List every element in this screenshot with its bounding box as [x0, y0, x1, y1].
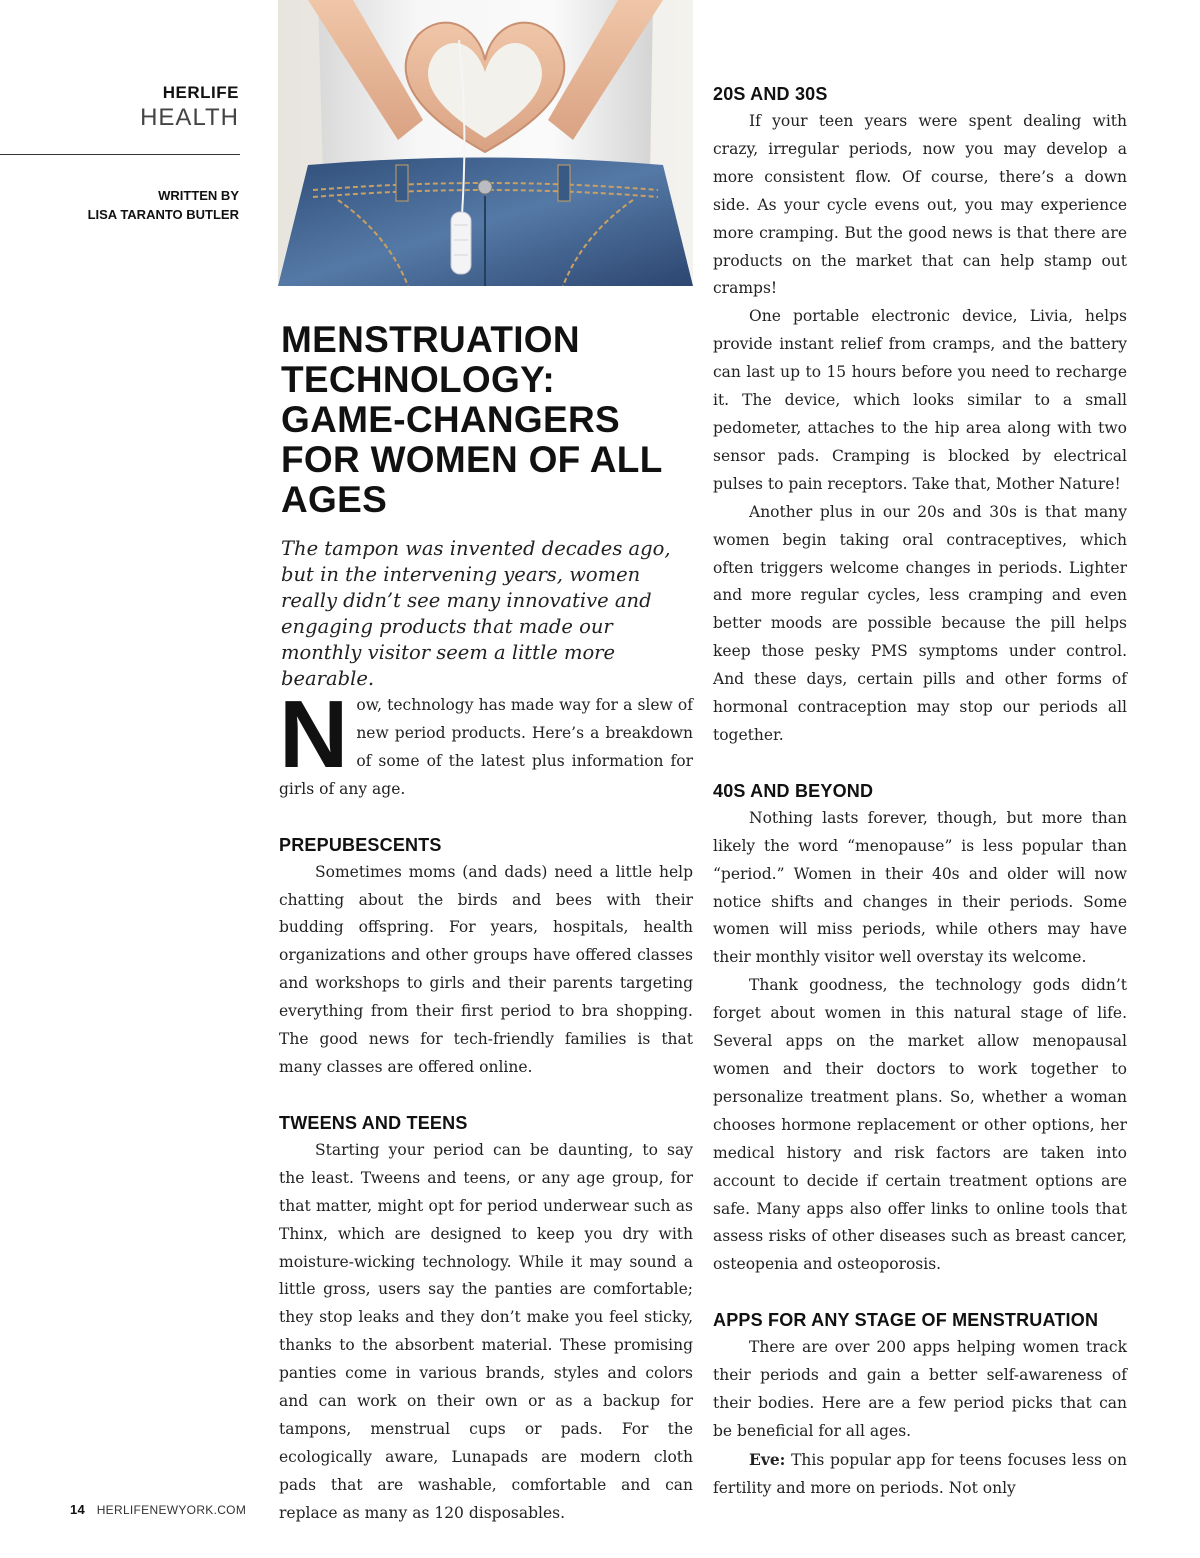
apps-paragraph-eve: [713, 1446, 1127, 1503]
page-footer: [70, 1502, 246, 1517]
tweens-paragraph: Starting your period can be daunting, to say the least. Tweens and teens, or any age group, for that matter, might opt for period underwear such as Thinx, which are designed to keep you dry with moisture-wicking technology. While it may sound a little gross, users say the panties are comfortable; they stop leaks and they don’t make you feel sticky, thanks to the absorbent material. These promising panties come in various brands, styles and colors and can work on their own or as a backup for tampons, menstrual cups or pads. For the ecologically aware, Lunapads are modern cloth pads that are washable, comfortable and can replace as many as 120 disposables.: [279, 1140, 693, 1522]
intro-text: ow, technology has made way for a slew of new period products. Here’s a breakdown of some of the latest plus information for girls of any age.: [279, 696, 693, 798]
heading-40s-beyond: 40S AND BEYOND: [713, 780, 874, 801]
forties-paragraph-2: Thank goodness, the technology gods didn’t forget about women in this natural stage of life. Several apps on the market allow menopausal women and their doctors to work together to personalize treatment plans. So, whether a woman chooses hormone replacement or other options, her medical history and risk factors are taken into account to decide if certain treatment options are safe. Many apps also offer links to online tools that assess risks of other diseases such as breast cancer, osteopenia and osteoporosis.: [713, 976, 1127, 1274]
eve-label: Eve:: [749, 1449, 786, 1469]
column-right: [713, 80, 1127, 1503]
apps-paragraph-1: There are over 200 apps helping women track their periods and gain a better self-awareness of their bodies. Here are a few period picks that can be beneficial for all ages.: [713, 1338, 1127, 1440]
deck: The tampon was invented decades ago, but in the intervening years, women really didn’t see many innovative and engaging products that made our monthly visitor seem a little more bearable.: [281, 537, 671, 690]
hero-photo: [278, 0, 693, 286]
column-left: [279, 681, 693, 1528]
prepubescents-paragraph: Sometimes moms (and dads) need a little help chatting about the birds and bees with their budding offspring. For years, hospitals, health organizations and other groups have offered classes and workshops to girls and their parents targeting everything from their first period to bra shopping. The good news for tech-friendly families is that many classes are offered online.: [279, 862, 693, 1076]
footer-site: HERLIFENEWYORK.COM: [96, 1503, 247, 1517]
heading-prepubescents: PREPUBESCENTS: [279, 834, 442, 855]
intro-paragraph: [279, 681, 693, 804]
drop-cap: N: [279, 681, 349, 788]
forties-paragraph-1: Nothing lasts forever, though, but more than likely the word “menopause” is less popular than “period.” Women in their 40s and older will now notice shifts and changes in their periods. Some women will miss periods, while others may have their monthly visitor well overstay its welcome.: [713, 808, 1127, 967]
byline-author: LISA TARANTO BUTLER: [87, 207, 239, 222]
twenties-paragraph-1: If your teen years were spent dealing with crazy, irregular periods, now you may develop a more consistent flow. Of course, there’s a down side. As your cycle evens out, you may experience more cramping. But the good news is that there are products on the market that can help stamp out cramps!: [713, 112, 1127, 298]
headline: MENSTRUATION TECHNOLOGY: GAME-CHANGERS FOR WOMEN OF ALL AGES: [281, 319, 662, 520]
heading-apps: APPS FOR ANY STAGE OF MENSTRUATION: [713, 1310, 1099, 1331]
section-divider: [0, 154, 240, 155]
twenties-paragraph-2: One portable electronic device, Livia, helps provide instant relief from cramps, and the battery can last up to 15 hours before you need to recharge it. The device, which looks similar to a small pedometer, attaches to the hip area along with two sensor pads. Cramping is blocked by electrical pulses to pain receptors. Take that, Mother Nature!: [713, 307, 1127, 493]
section-name: HEALTH: [140, 104, 239, 131]
eve-text: This popular app for teens focuses less on fertility and more on periods. Not only: [713, 1450, 1127, 1497]
section-label: [140, 82, 239, 132]
byline: [88, 186, 239, 224]
heading-20s-30s: 20S AND 30S: [713, 84, 828, 104]
twenties-paragraph-3: Another plus in our 20s and 30s is that many women begin taking oral contraceptives, which often triggers welcome changes in periods. Lighter and more regular cycles, less cramping and even better moods are possible because the pill helps keep those pesky PMS symptoms under control. And these days, certain pills and other forms of hormonal contraception may stop our periods all together.: [713, 502, 1127, 744]
section-brand: HERLIFE: [162, 83, 239, 102]
hero-photo-illustration: [278, 0, 693, 286]
page-number: 14: [70, 1502, 86, 1517]
heading-tweens-teens: TWEENS AND TEENS: [279, 1112, 468, 1133]
byline-label: WRITTEN BY: [158, 188, 239, 203]
